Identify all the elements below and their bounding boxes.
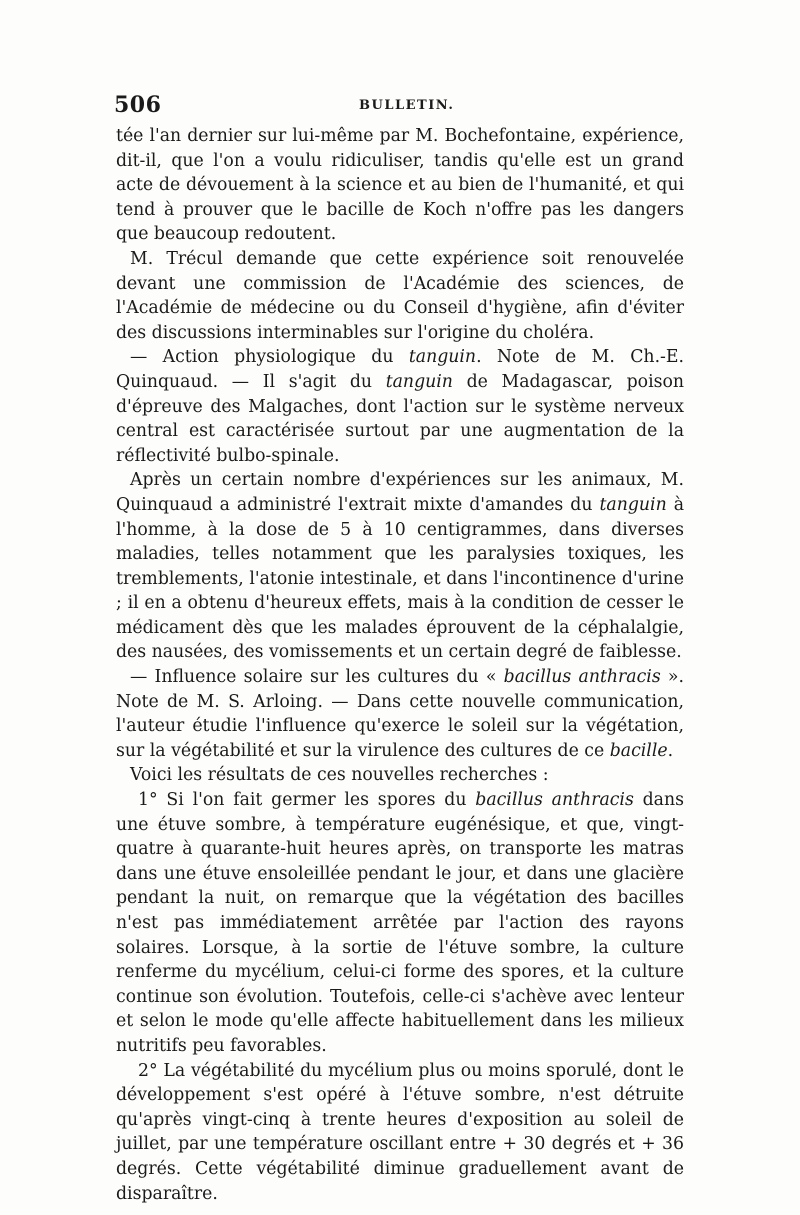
paragraph-3-text-e: de Madagascar, poison d'épreuve des Malgaches, dont l'action sur le système nerveux central est caractérisée surtout par une augmentation de la réflectivité bulbo-spinale. bbox=[116, 371, 684, 466]
running-title: BULLETIN. bbox=[359, 98, 455, 113]
paragraph-4 bbox=[116, 468, 684, 665]
paragraph-4-italic-b: tanguin bbox=[599, 494, 667, 515]
paragraph-8: 2° La végétabilité du mycélium plus ou moins sporulé, dont le développement s'est opéré à l'étuve sombre, n'est détruite qu'après vingt-cinq à trente heures d'exposition au soleil de juillet, par une température oscillant entre + 30 degrés et + 36 degrés. Cette végétabilité diminue graduellement avant de disparaître. bbox=[116, 1060, 684, 1204]
paragraph-5-italic-b: bacillus anthracis bbox=[503, 667, 661, 688]
paragraph-3-text-a: — Action physiologique du bbox=[130, 347, 409, 368]
paragraph-4-text-a: Après un certain nombre d'expériences sur les animaux, M. Quinquaud a administré l'extrait mixte d'amandes du bbox=[116, 470, 684, 515]
paragraph-3-italic-b: tanguin bbox=[408, 347, 477, 368]
paragraph-5-text-a: — Influence solaire sur les cultures du « bbox=[130, 667, 504, 688]
paragraph-5 bbox=[116, 665, 684, 763]
paragraph-2: M. Trécul demande que cette expérience soit renouvelée devant une commission de l'Académie des sciences, de l'Académie de médecine ou du Conseil d'hygiène, afin d'éviter des discussions interminables sur l'origine du choléra. bbox=[116, 248, 684, 343]
paragraph-1: tée l'an dernier sur lui-même par M. Bochefontaine, expérience, dit-il, que l'on a voulu ridiculiser, tandis qu'elle est un grand acte de dévouement à la science et au bien de l'humanité, et qui tend à prouver que le bacille de Koch n'offre pas les dangers que beaucoup redoutent. bbox=[116, 126, 684, 245]
paragraph-5-text-e: . bbox=[667, 740, 674, 761]
paragraph-5-italic-d: bacille bbox=[609, 740, 668, 761]
paragraph-3-italic-d: tanguin bbox=[385, 371, 453, 392]
body-text bbox=[116, 124, 684, 1206]
page-number: 506 bbox=[114, 92, 162, 118]
paragraph-7-text-a: 1° Si l'on fait germer les spores du bbox=[138, 790, 476, 811]
paragraph-7-italic-b: bacillus anthracis bbox=[475, 790, 634, 811]
paragraph-3-text-c: . Note de M. Ch.-E. Quinquaud. — Il s'agit du bbox=[116, 347, 685, 392]
paragraph-6: Voici les résultats de ces nouvelles recherches : bbox=[130, 765, 549, 786]
paragraph-3 bbox=[116, 345, 684, 468]
paragraph-7-text-c: dans une étuve sombre, à température eugénésique, et que, vingt-quatre à quarante-huit heures après, on transporte les matras dans une étuve ensoleillée pendant le jour, et dans une glacière pendant la nuit, on remarque que la végétation des bacilles n'est pas immédiatement arrêtée par l'action des rayons solaires. Lorsque, à la sortie de l'étuve sombre, la culture renferme du mycélium, celui-ci forme des spores, et la culture continue son évolution. Toutefois, celle-ci s'achève avec lenteur et selon le mode qu'elle affecte habituellement dans les milieux nutritifs peu favorables. bbox=[116, 790, 684, 1056]
paragraph-7 bbox=[116, 788, 684, 1059]
paragraph-4-text-c: à l'homme, à la dose de 5 à 10 centigrammes, dans diverses maladies, telles notamment que les paralysies toxiques, les tremblements, l'atonie intestinale, et dans l'incontinence d'urine ; il en a obtenu d'heureux effets, mais à la condition de cesser le médicament dès que les malades éprouvent de la céphalalgie, des nausées, des vomissements et un certain degré de faiblesse. bbox=[116, 494, 684, 663]
page-header bbox=[114, 92, 680, 122]
paragraph-5-text-c: ». Note de M. S. Arloing. — Dans cette nouvelle communication, l'auteur étudie l'influence qu'exerce le soleil sur la végétation, sur la végétabilité et sur la virulence des cultures de ce bbox=[116, 667, 685, 761]
